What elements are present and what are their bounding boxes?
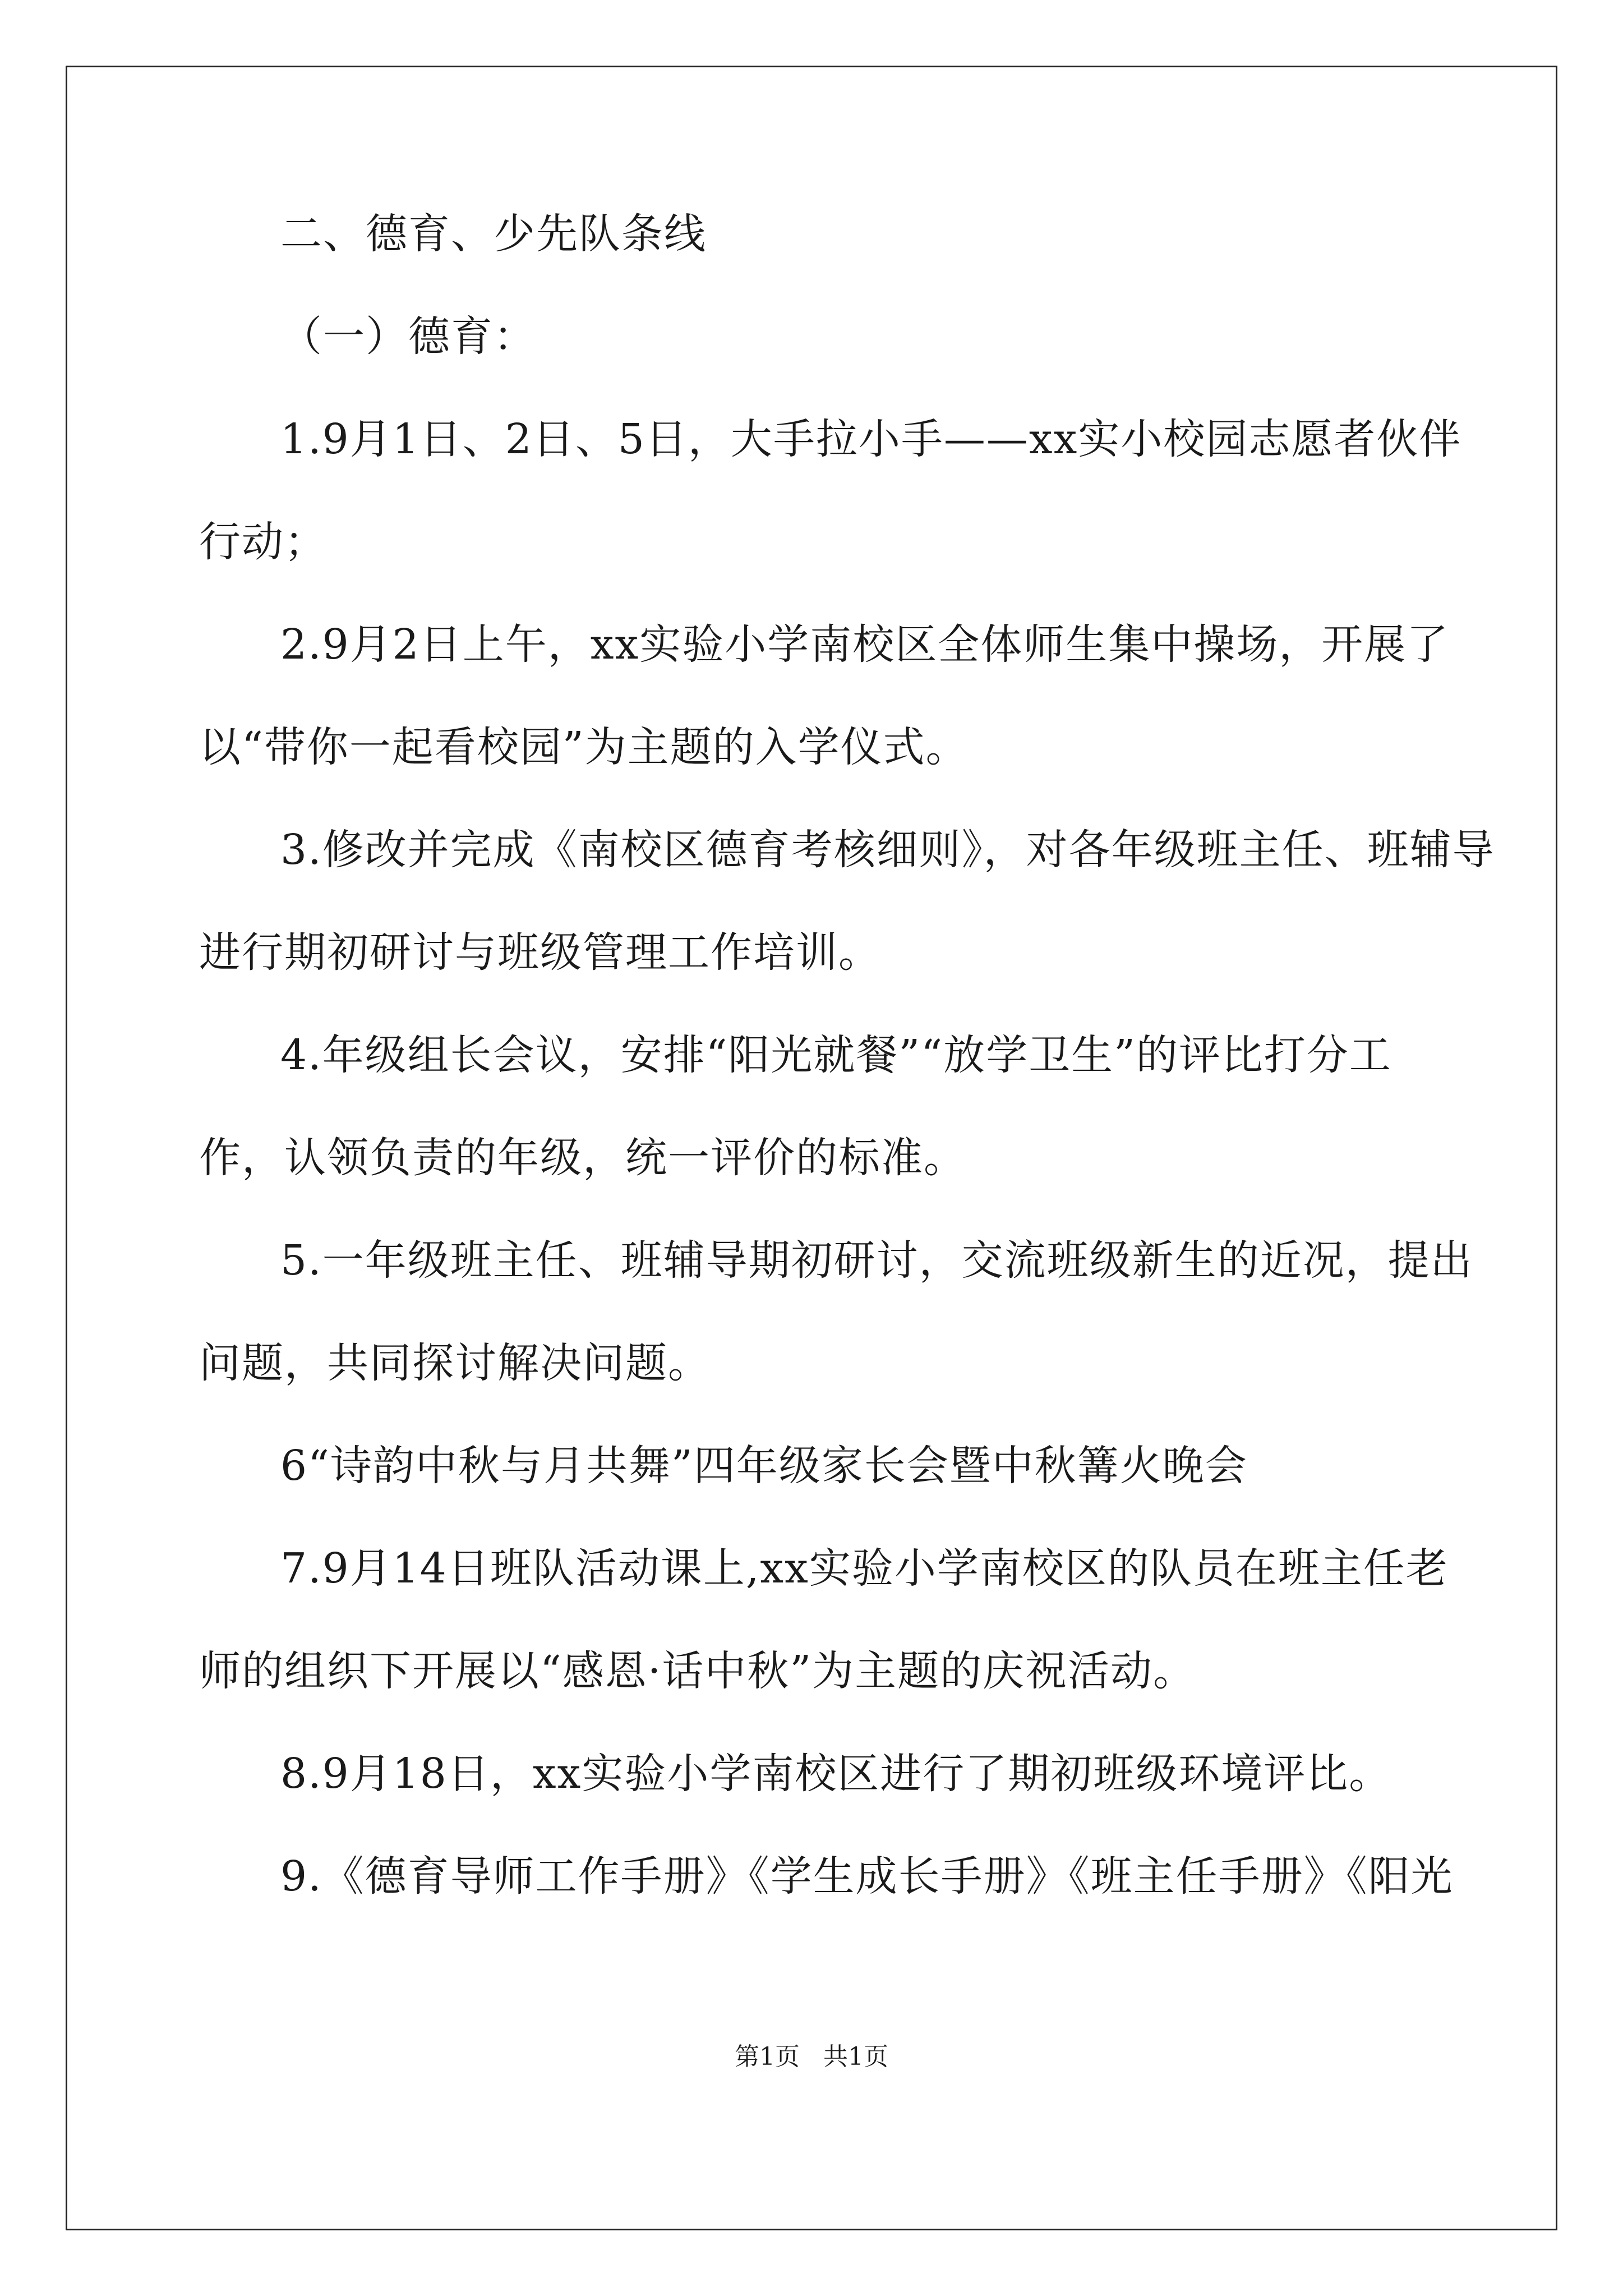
page-number-footer: 第1页 共1页 [735,2042,888,2071]
paragraph-line: 3.修改并完成《南校区德育考核细则》，对各年级班主任、班辅导 [280,826,1495,874]
paragraph-line: 8.9月18日，xx实验小学南校区进行了期初班级环境评比。 [280,1750,1392,1798]
subsection-heading: （一）德育： [280,312,536,361]
paragraph-line: 9.《德育导师工作手册》《学生成长手册》《班主任手册》《阳光 [280,1852,1454,1901]
paragraph-line: 行动； [199,518,327,566]
paragraph-line: 作，认领负责的年级，统一评价的标准。 [199,1134,966,1182]
section-heading: 二、德育、少先队条线 [280,210,707,258]
paragraph-line: 问题，共同探讨解决问题。 [199,1339,711,1387]
paragraph-line: 师的组织下开展以“感恩·话中秋”为主题的庆祝活动。 [199,1647,1196,1695]
paragraph-line: 以“带你一起看校园”为主题的入学仪式。 [199,723,969,771]
paragraph-line: 1.9月1日、2日、5日，大手拉小手——xx实小校园志愿者伙伴 [280,415,1462,463]
paragraph-line: 2.9月2日上午，xx实验小学南校区全体师生集中操场，开展了 [280,620,1450,669]
paragraph-line: 4.年级组长会议，安排“阳光就餐”“放学卫生”的评比打分工 [280,1031,1392,1079]
paragraph-line: 6“诗韵中秋与月共舞”四年级家长会暨中秋篝火晚会 [280,1442,1248,1490]
paragraph-line: 5.一年级班主任、班辅导期初研讨，交流班级新生的近况，提出 [280,1236,1473,1285]
paragraph-line: 7.9月14日班队活动课上,xx实验小学南校区的队员在班主任老 [280,1544,1449,1593]
paragraph-line: 进行期初研讨与班级管理工作培训。 [199,928,881,977]
